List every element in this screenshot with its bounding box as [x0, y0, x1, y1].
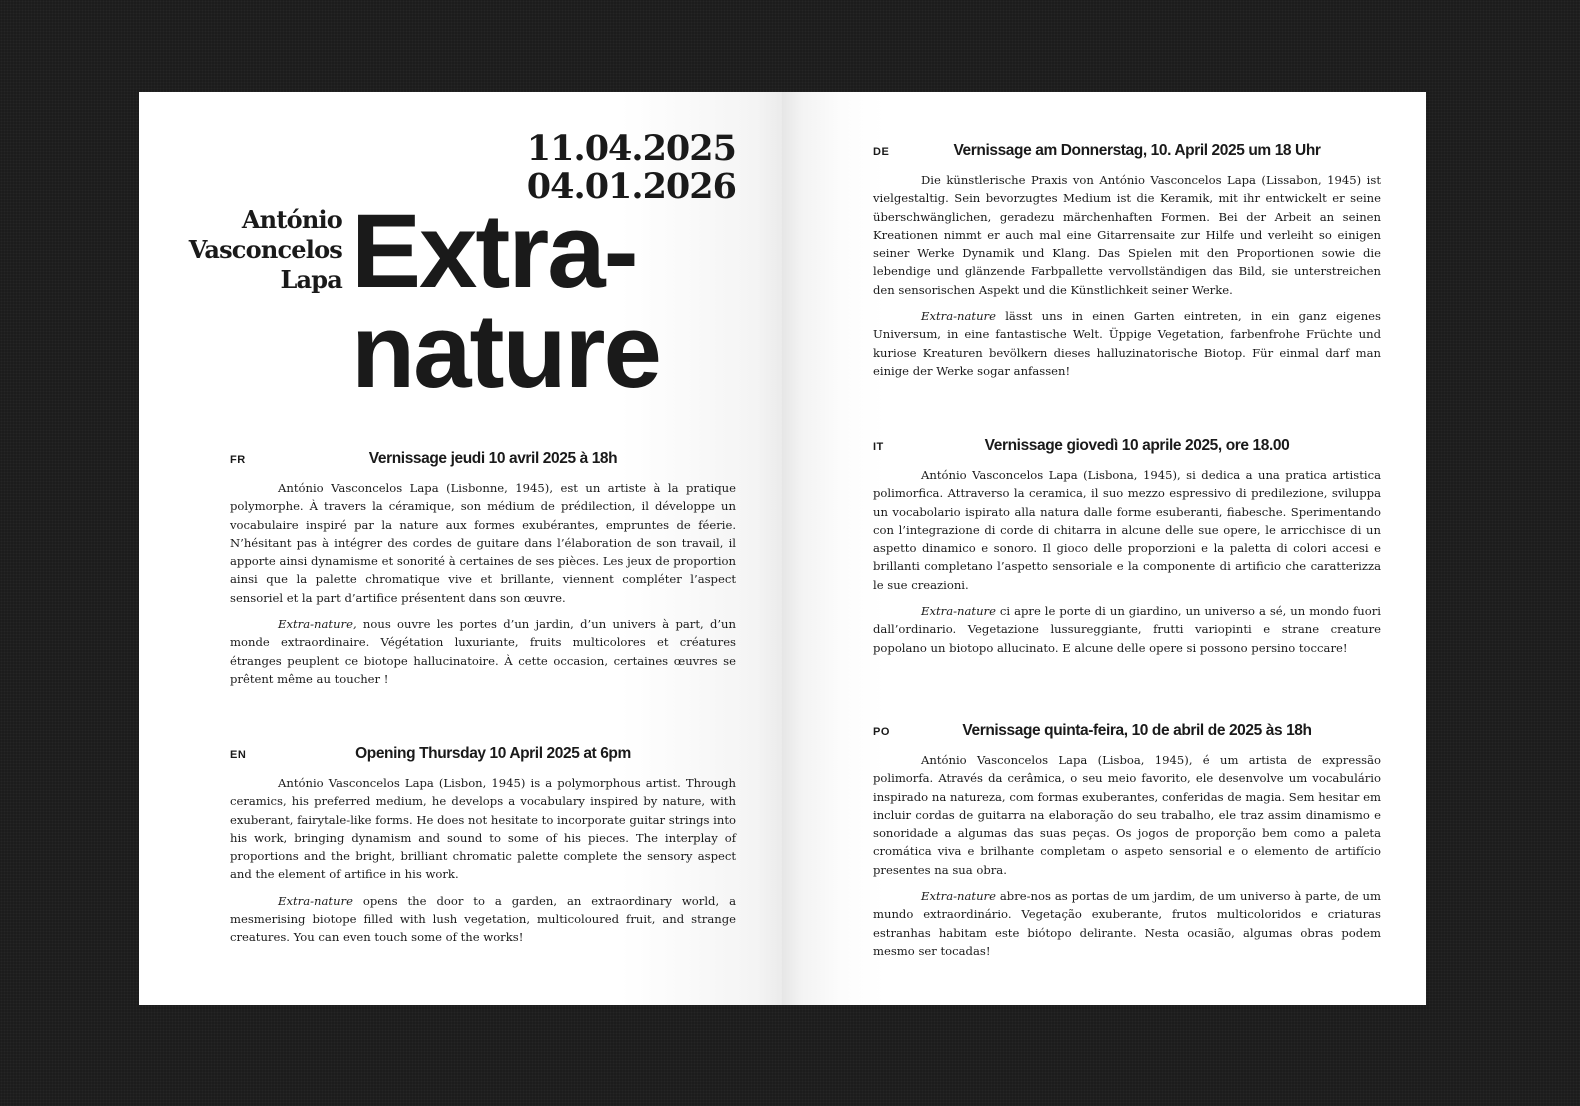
- section-fr: [230, 450, 736, 696]
- booklet-spread: [139, 92, 1426, 1005]
- italic-title: Extra-nature: [921, 604, 996, 619]
- section-en: [230, 745, 736, 955]
- artist-name-line: Lapa: [280, 265, 342, 294]
- paragraph-text: abre-nos as portas de um jardim, de um universo à parte, de um mundo extraordinário. Vegetação exuberante, frutos multicoloridos e criaturas estranhas habitam este biótopo delirante. Nesta ocasião, algumas obras podem mesmo ser tocadas!: [873, 889, 1381, 958]
- language-code: EN: [230, 749, 247, 761]
- section-heading: Vernissage giovedì 10 aprile 2025, ore 18.00: [984, 437, 1290, 454]
- section-heading: Vernissage quinta-feira, 10 de abril de 2025 às 18h: [962, 722, 1312, 739]
- artist-name-line: António: [241, 205, 342, 234]
- paragraph: [230, 615, 736, 688]
- left-page: [139, 92, 782, 1005]
- language-code: FR: [230, 454, 246, 466]
- language-code: DE: [873, 146, 890, 158]
- date-end: 04.01.2026: [526, 166, 736, 207]
- paragraph-text: nous ouvre les portes d’un jardin, d’un univers à part, d’un monde extraordinaire. Végétation luxuriante, fruits multicolores et créatures étranges peuplent ce biotope hallucinatoire. À cette occasion, certaines œuvres se prêtent même au toucher !: [230, 617, 736, 686]
- title-line: nature: [351, 293, 660, 410]
- paragraph: [230, 892, 736, 947]
- language-code: IT: [873, 441, 884, 453]
- paragraph: Die künstlerische Praxis von António Vasconcelos Lapa (Lissabon, 1945) ist vielgestaltig. Sein bevorzugtes Medium ist die Keramik, mit ihr entwickelt er seine überschwänglichen, geradezu märchenhaften Formen. Bei der Arbeit an seinen Kreationen nimmt er auch mal eine Gitarrensaite zur Hilfe und verleiht so einigen seiner Werke Dynamik und Klang. Das Spielen mit den Proportionen sowie die lebendige und glänzende Farbpallette vervollständigen das Bild, sie unterstreichen den sensorischen Aspekt und die Künstlichkeit seiner Werke.: [873, 173, 1381, 297]
- section-heading: Vernissage jeudi 10 avril 2025 à 18h: [368, 450, 618, 467]
- paragraph-text: ci apre le porte di un giardino, un universo a sé, un mondo fuori dall’ordinario. Vegetazione lussureggiante, frutti variopinti e strane creature popolano un biotopo allucinato. E alcune delle opere si possono persino toccare!: [873, 604, 1381, 655]
- italic-title: Extra-nature,: [278, 617, 357, 632]
- paragraph: António Vasconcelos Lapa (Lisbona, 1945), si dedica a una pratica artistica polimorfica. Attraverso la ceramica, il suo mezzo espressivo di predilezione, sviluppa un vocabolario ispirato alla natura dalle forme esuberanti, fiabesche. Sperimentando con l’integrazione di corde di chitarra in alcune delle sue opere, le arricchisce di un aspetto dinamico e sonoro. Il gioco delle proporzioni e la paletta di colori accesi e brillanti completano l’aspetto sensoriale e la componente di artificio che caratterizza le sue creazioni.: [873, 468, 1381, 592]
- section-heading: Opening Thursday 10 April 2025 at 6pm: [355, 745, 631, 762]
- paragraph-text: lässt uns in einen Garten eintreten, in ein ganz eigenes Universum, in eine fantastische Welt. Üppige Vegetation, farbenfrohe Früchte und kuriose Kreaturen bevölkern dieses halluzinatorische Biotop. Für einmal darf man einige der Werke sogar anfassen!: [873, 309, 1381, 378]
- italic-title: Extra-nature: [278, 893, 353, 908]
- section-de: [873, 142, 1381, 388]
- exhibition-title: [351, 193, 660, 410]
- section-heading: Vernissage am Donnerstag, 10. April 2025 um 18 Uhr: [953, 142, 1321, 159]
- paragraph: António Vasconcelos Lapa (Lisboa, 1945), é um artista de expressão polimorfa. Através da cerâmica, o seu meio favorito, ele desenvolve um vocabulário inspirado na natureza, com formas exuberantes, conferidas de magia. Sem hesitar em incluir cordas de guitarra na elaboração do seu trabalho, ele traz assim dinamismo e sonoridade a algumas das suas peças. Os jogos de proporção bem como a paleta cromática viva e brilhante completam o aspeto sensorial e o elemento de artifício presentes na sua obra.: [873, 753, 1381, 877]
- italic-title: Extra-nature: [921, 889, 996, 904]
- section-po: [873, 722, 1381, 968]
- title-line: Extra-: [351, 193, 637, 310]
- section-it: [873, 437, 1381, 665]
- language-code: PO: [873, 726, 890, 738]
- paragraph: António Vasconcelos Lapa (Lisbon, 1945) is a polymorphous artist. Through ceramics, his preferred medium, he develops a vocabulary inspired by nature, with exuberant, fairytale-like forms. He does not hesitate to incorporate guitar strings into his work, bringing dynamism and sound to some of his pieces. The interplay of proportions and the bright, brilliant chromatic palette complete the sensory aspect and the element of artifice in his work.: [230, 776, 736, 882]
- paragraph: [873, 602, 1381, 657]
- italic-title: Extra-nature: [921, 309, 996, 324]
- paragraph: António Vasconcelos Lapa (Lisbonne, 1945), est un artiste à la pratique polymorphe. À travers la céramique, son médium de prédilection, il développe un vocabulaire inspiré par la nature aux formes exubérantes, empruntes de féerie. N’hésitant pas à intégrer des cordes de guitare dans l’élaboration de son travail, il apporte ainsi dynamisme et sonorité à certaines de ses pièces. Les jeux de proportion ainsi que la palette chromatique vive et brillante, viennent compléter l’aspect sensoriel et la part d’artifice présentent dans son œuvre.: [230, 481, 736, 605]
- date-start: 11.04.2025: [526, 128, 736, 169]
- artist-name: [189, 205, 342, 295]
- paragraph: [873, 307, 1381, 380]
- paragraph-text: opens the door to a garden, an extraordinary world, a mesmerising biotope filled with lush vegetation, multicoloured fruit, and strange creatures. You can even touch some of the works!: [230, 893, 736, 945]
- artist-name-line: Vasconcelos: [188, 235, 342, 264]
- right-page: [782, 92, 1426, 1005]
- paragraph: [873, 887, 1381, 960]
